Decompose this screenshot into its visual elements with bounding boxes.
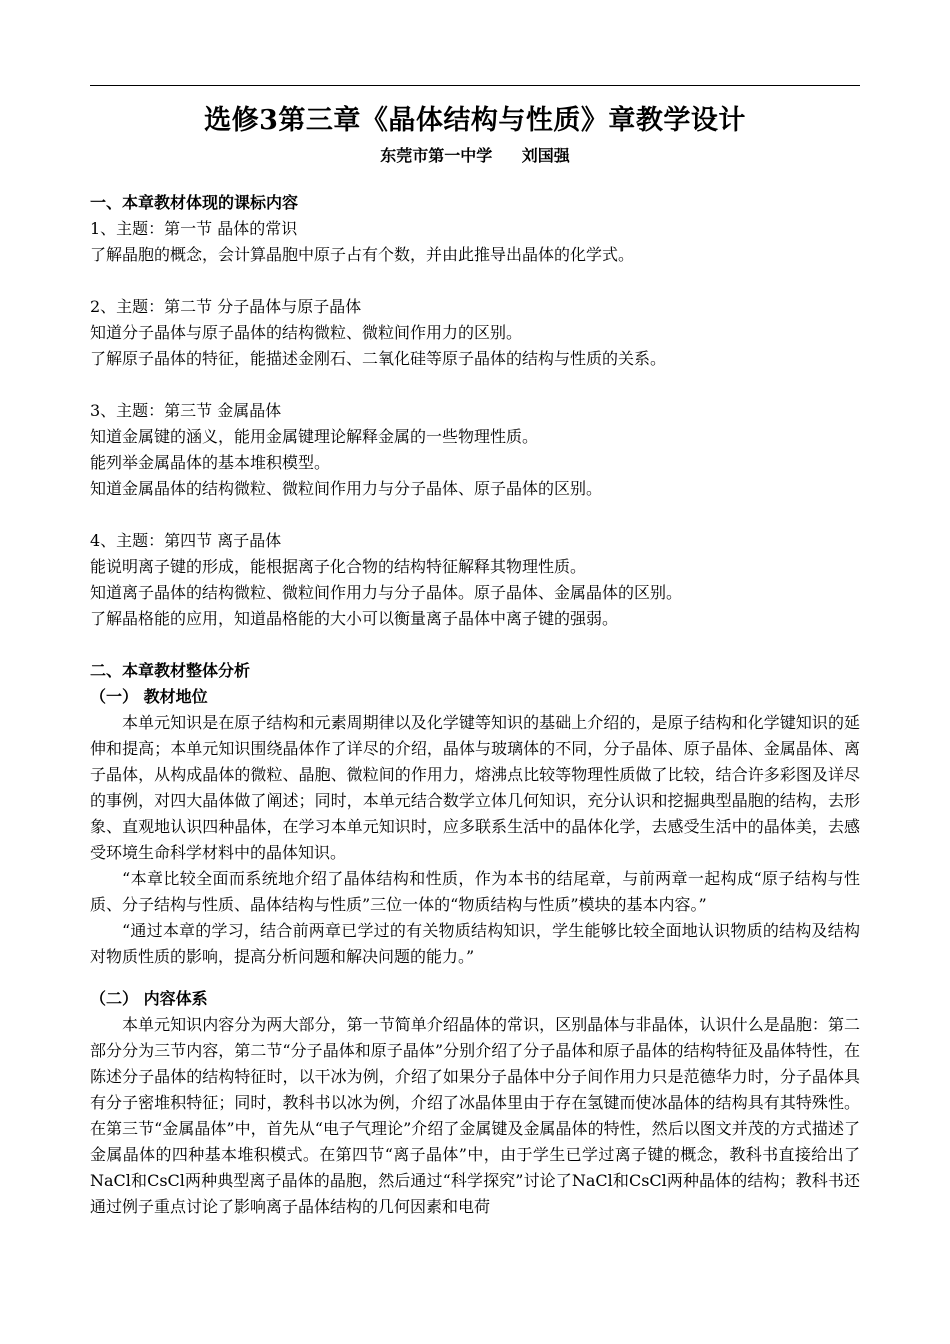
topic-2-line: 知道分子晶体与原子晶体的结构微粒、微粒间作用力的区别。 (90, 323, 523, 342)
subsection-1-heading: （一） 教材地位 (90, 687, 208, 706)
paragraph: 本单元知识是在原子结构和元素周期律以及化学键等知识的基础上介绍的，是原子结构和化学键知识的延伸和提高；本单元知识围绕晶体作了详尽的介绍，晶体与玻璃体的不同，分子晶体、原子晶体、金属晶体、离子晶体，从构成晶体的微粒、晶胞、微粒间的作用力，熔沸点比较等物理性质做了比较，结合许多彩图及详尽的事例，对四大晶体做了阐述；同时，本单元结合数学立体几何知识，充分认识和挖掘典型晶胞的结构，去形象、直观地认识四种晶体，在学习本单元知识时，应多联系生活中的晶体化学，去感受生活中的晶体美，去感受环境生命科学材料中的晶体知识。 (90, 713, 860, 862)
topic-4-line: 知道离子晶体的结构微粒、微粒间作用力与分子晶体。原子晶体、金属晶体的区别。 (90, 583, 683, 602)
paragraph: “通过本章的学习，结合前两章已学过的有关物质结构知识，学生能够比较全面地认识物质的结构及结构对物质性质的影响，提高分析问题和解决问题的能力。” (90, 921, 860, 966)
topic-3-line: 知道金属晶体的结构微粒、微粒间作用力与分子晶体、原子晶体的区别。 (90, 479, 603, 498)
topic-2-title: 2、主题：第二节 分子晶体与原子晶体 (90, 297, 362, 316)
paragraph: “本章比较全面而系统地介绍了晶体结构和性质，作为本书的结尾章，与前两章一起构成“原子结构与性质、分子结构与性质、晶体结构与性质”三位一体的“物质结构与性质”模块的基本内容。” (90, 869, 860, 914)
paragraph: 本单元知识内容分为两大部分，第一节简单介绍晶体的常识，区别晶体与非晶体，认识什么是晶胞：第二部分分为三节内容，第二节“分子晶体和原子晶体”分别介绍了分子晶体和原子晶体的结构特征及晶体特性，在陈述分子晶体的结构特征时，以干冰为例，介绍了如果分子晶体中分子间作用力只是范德华力时，分子晶体具有分子密堆积特征；同时，教科书以冰为例，介绍了冰晶体里由于存在氢键而使冰晶体的结构具有其特殊性。在第三节“金属晶体”中，首先从“电子气理论”介绍了金属键及金属晶体的特性，然后以图文并茂的方式描述了金属晶体的四种基本堆积模式。在第四节“离子晶体”中，由于学生已学过离子键的概念，教科书直接给出了NaCl和CsCl两种典型离子晶体的晶胞，然后通过“科学探究”讨论了NaCl和CsCl两种晶体的结构；教科书还通过例子重点讨论了影响离子晶体结构的几何因素和电荷 (90, 1015, 860, 1216)
topic-4-line: 能说明离子键的形成，能根据离子化合物的结构特征解释其物理性质。 (90, 557, 587, 576)
topic-3-title: 3、主题：第三节 金属晶体 (90, 401, 282, 420)
section-2 (90, 658, 860, 1220)
section-1 (90, 190, 860, 658)
header-rule (90, 85, 860, 86)
document-title: 选修3第三章《晶体结构与性质》章教学设计 (204, 105, 746, 136)
topic-4-title: 4、主题：第四节 离子晶体 (90, 531, 282, 550)
topic-3-line: 能列举金属晶体的基本堆积模型。 (90, 453, 331, 472)
document-author: 东莞市第一中学 刘国强 (380, 146, 570, 165)
topic-4-line: 了解晶格能的应用，知道晶格能的大小可以衡量离子晶体中离子键的强弱。 (90, 609, 619, 628)
subsection-2-heading: （二） 内容体系 (90, 989, 208, 1008)
section-2-heading: 二、本章教材整体分析 (90, 661, 251, 680)
document-page (90, 100, 860, 1220)
topic-1-line: 了解晶胞的概念，会计算晶胞中原子占有个数，并由此推导出晶体的化学式。 (90, 245, 635, 264)
topic-2-line: 了解原子晶体的特征，能描述金刚石、二氧化硅等原子晶体的结构与性质的关系。 (90, 349, 667, 368)
topic-3-line: 知道金属键的涵义，能用金属键理论解释金属的一些物理性质。 (90, 427, 539, 446)
topic-1-title: 1、主题：第一节 晶体的常识 (90, 219, 298, 238)
section-1-heading: 一、本章教材体现的课标内容 (90, 193, 299, 212)
